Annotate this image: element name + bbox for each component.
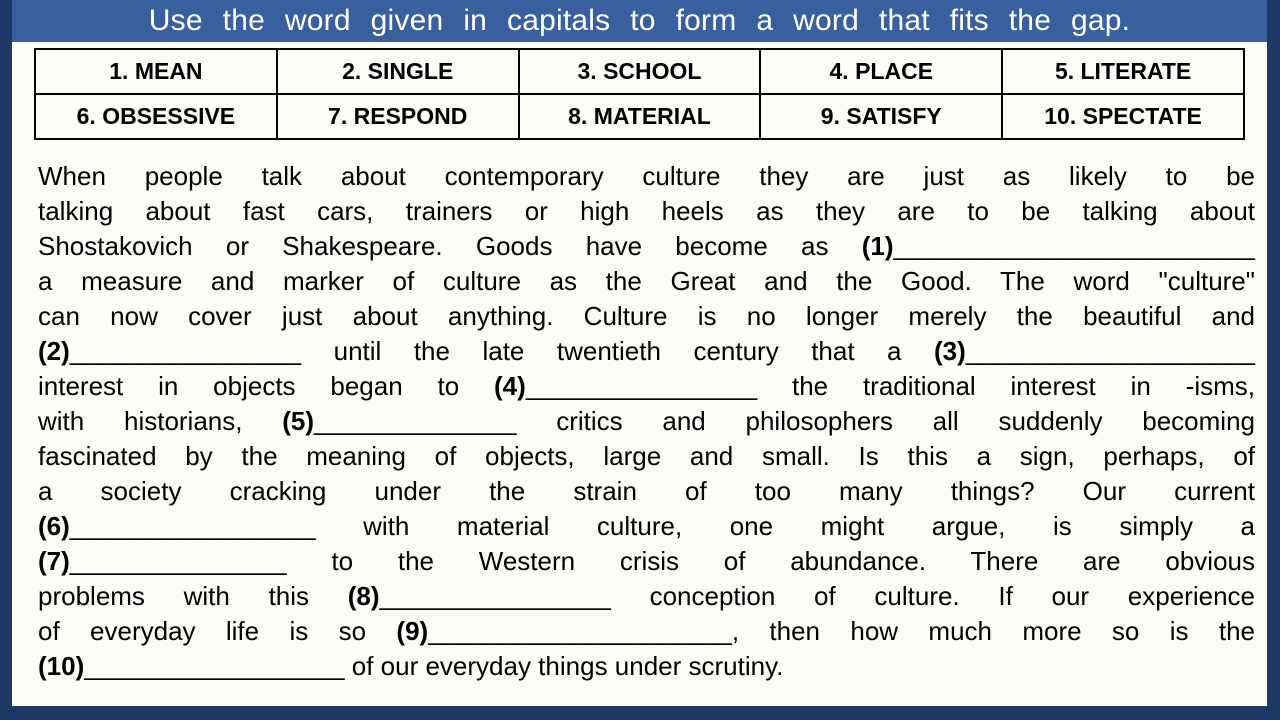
passage-line: a society cracking under the strain of too many things? Our current bbox=[38, 476, 1255, 506]
word-bank-cell-5: 5. LITERATE bbox=[1002, 49, 1244, 94]
word-bank-row bbox=[35, 49, 1244, 94]
passage-line: (10)__________________ of our everyday things under scrutiny. bbox=[38, 651, 784, 681]
passage-line: fascinated by the meaning of objects, large and small. Is this a sign, perhaps, of bbox=[38, 441, 1255, 471]
passage-line: (7)_______________ to the Western crisis of abundance. There are obvious bbox=[38, 546, 1255, 576]
word-bank-row bbox=[35, 94, 1244, 139]
word-bank-cell-3: 3. SCHOOL bbox=[519, 49, 761, 94]
passage-line: (2)________________ until the late twentieth century that a (3)____________________ bbox=[38, 336, 1255, 366]
word-bank-table bbox=[34, 48, 1245, 140]
word-bank-cell-2: 2. SINGLE bbox=[277, 49, 519, 94]
passage-line: When people talk about contemporary culture they are just as likely to be bbox=[38, 161, 1255, 191]
word-bank-cell-10: 10. SPECTATE bbox=[1002, 94, 1244, 139]
passage-line: Shostakovich or Shakespeare. Goods have become as (1)_________________________ bbox=[38, 231, 1255, 261]
passage-line: a measure and marker of culture as the Great and the Good. The word "culture" bbox=[38, 266, 1255, 296]
word-bank-cell-9: 9. SATISFY bbox=[760, 94, 1002, 139]
word-bank-cell-7: 7. RESPOND bbox=[277, 94, 519, 139]
passage-line: can now cover just about anything. Culture is no longer merely the beautiful and bbox=[38, 301, 1255, 331]
word-bank-cell-6: 6. OBSESSIVE bbox=[35, 94, 277, 139]
word-bank-cell-1: 1. MEAN bbox=[35, 49, 277, 94]
passage-line: talking about fast cars, trainers or high heels as they are to be talking about bbox=[38, 196, 1255, 226]
passage-line: (6)_________________ with material culture, one might argue, is simply a bbox=[38, 511, 1255, 541]
word-bank-cell-4: 4. PLACE bbox=[760, 49, 1002, 94]
passage-line: problems with this (8)________________ conception of culture. If our experience bbox=[38, 581, 1255, 611]
passage-line: with historians, (5)______________ critics and philosophers all suddenly becoming bbox=[38, 406, 1255, 436]
passage bbox=[38, 159, 1255, 684]
page-title: Use the word given in capitals to form a word that fits the gap. bbox=[148, 4, 1131, 37]
passage-line: of everyday life is so (9)_____________________, then how much more so is the bbox=[38, 616, 1255, 646]
header-bar bbox=[12, 0, 1267, 42]
word-bank-cell-8: 8. MATERIAL bbox=[519, 94, 761, 139]
passage-line: interest in objects began to (4)________________ the traditional interest in -isms, bbox=[38, 371, 1255, 401]
worksheet-page bbox=[12, 0, 1267, 706]
